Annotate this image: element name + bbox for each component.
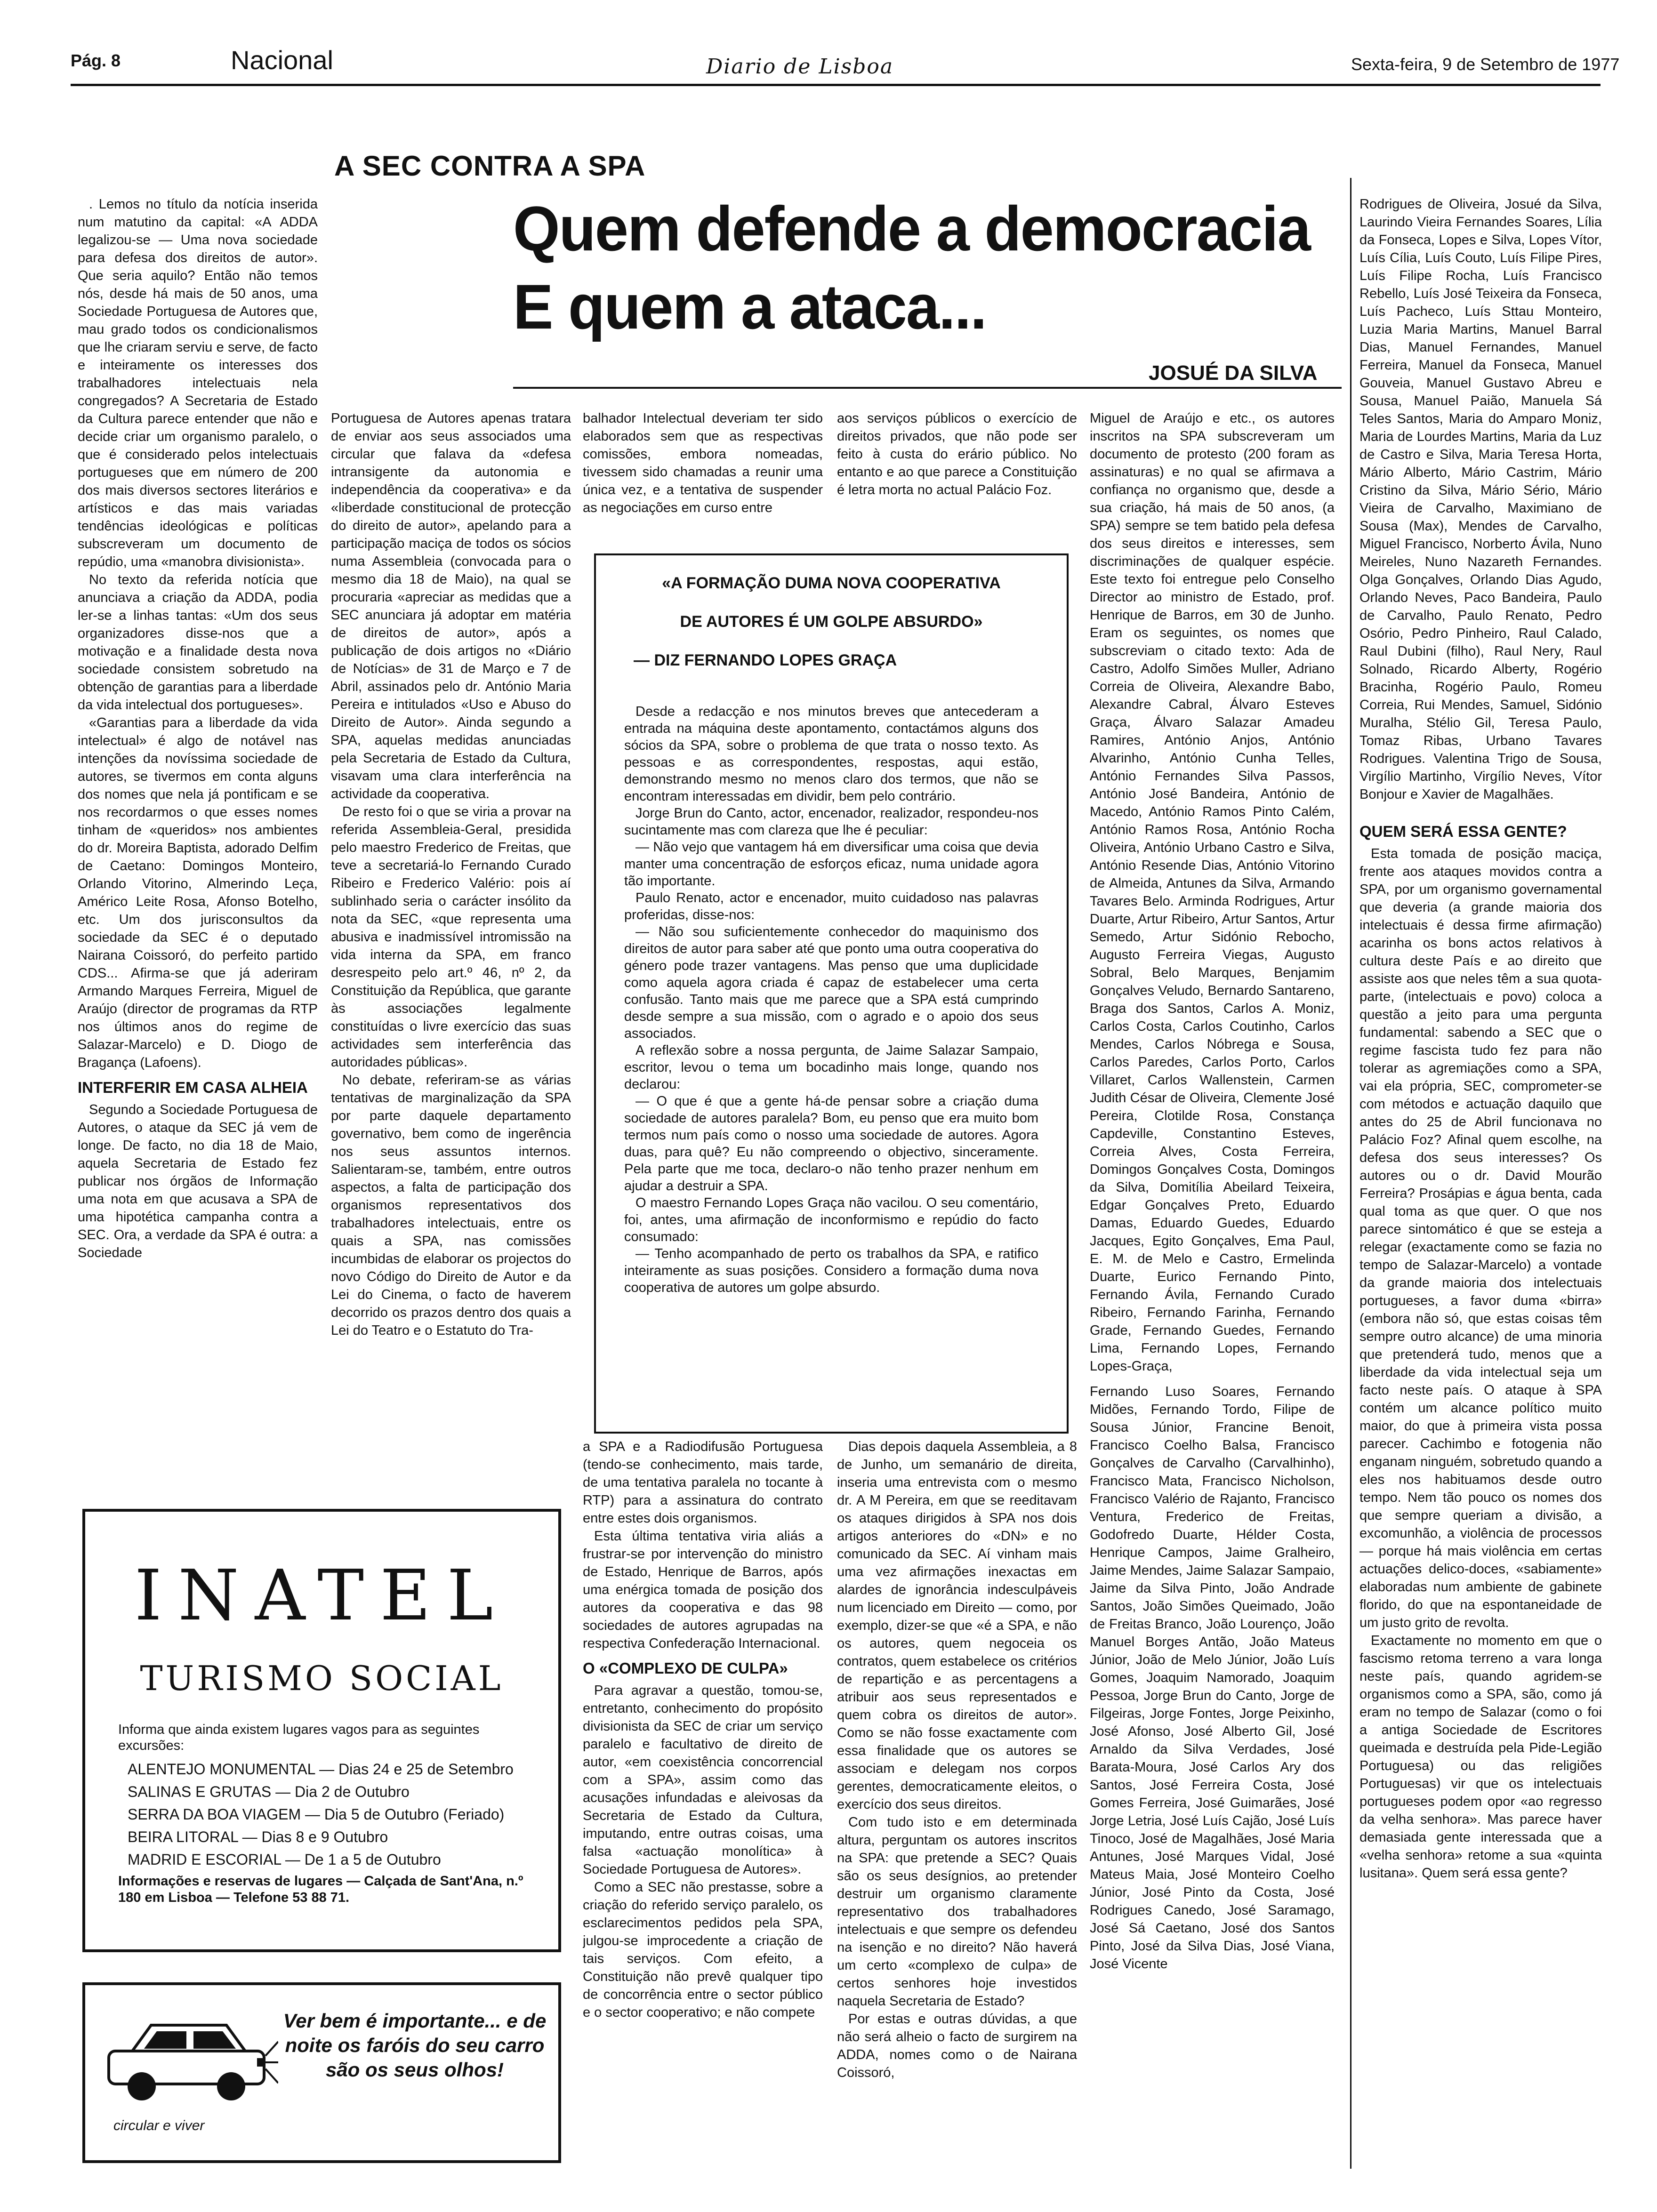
issue-date: Sexta-feira, 9 de Setembro de 1977 [1351, 55, 1620, 74]
col4-paragraph: Por estas e outras dúvidas, a que não será alheio o facto de surgirem na ADDA, nomes como o de Nairana Coissoró, [837, 2012, 1077, 2080]
ad-logo-text: circular e viver [113, 2118, 205, 2133]
col3-paragraph: Como a SEC não prestasse, sobre a criação do referido serviço paralelo, os esclarecimentos pedidos pela SPA, julgou-se improcedente a criação de tais serviços. Com efeito, a Constituição não prevê qualquer tipo de concorrência entre o sector público e o sector cooperativo; e não compete [583, 1880, 823, 2020]
inatel-brand: INATEL [134, 1555, 509, 1636]
car-headlight [257, 2058, 265, 2067]
col1-paragraph: Segundo a Sociedade Portuguesa de Autores, o ataque da SEC já vem de longe. De facto, no dia 18 de Maio, aquela Secretaria de Estado fez publicar nos órgãos de Informação uma nota em que acusava a SPA de uma hipotética campanha contra a SEC. Ora, a verdade da SPA é outra: a Sociedade [78, 1102, 318, 1260]
column-3-top [583, 409, 823, 555]
inatel-advertisement [82, 1509, 561, 1952]
col3-paragraph: balhador Intelectual deveriam ter sido elaborados sem que as respectivas comissões, embora nomeadas, tivessem sido chamadas a reunir uma única vez, e a tentativa de suspender as negociações em curso entre [583, 411, 823, 515]
ad-slogan: Ver bem é importante... e de noite os faróis do seu carro são os seus olhos! [283, 2010, 547, 2081]
trip-item: SERRA DA BOA VIAGEM — Dia 5 de Outubro (Feriado) [128, 1806, 505, 1823]
col3-paragraph: Para agravar a questão, tomou-se, entretanto, conhecimento do propósito divisionista da SEC de criar um serviço paralelo e facultativo de direito de autor, «em coexistência concorrencial com a SPA», assim como das acusações infundadas e aleivosas da Secretaria de Estado da Cultura, imputando, entre outras coisas, uma falsa «actuação monolítica» à Sociedade Portuguesa de Autores». [583, 1683, 823, 1877]
box-body [624, 703, 1038, 1437]
box-paragraph: O maestro Fernando Lopes Graça não vacilou. O seu comentário, foi, antes, uma afirmação de inconformismo e repúdio do facto consumado: [624, 1195, 1038, 1244]
inatel-tagline: TURISMO SOCIAL [140, 1659, 504, 1698]
byline: JOSUÉ DA SILVA [1149, 361, 1318, 385]
subheading-quem-sera: QUEM SERÁ ESSA GENTE? [1359, 823, 1567, 840]
page-number: Pág. 8 [71, 51, 121, 70]
byline-rule [513, 387, 1342, 389]
column-2 [331, 409, 571, 1464]
col1-paragraph: . Lemos no título da notícia inserida num matutino da capital: «A ADDA legalizou-se — Uma nova sociedade para defesa dos direitos de autor». Que seria aquilo? Então não temos nós, desde há mais de 50 anos, uma Sociedade Portuguesa de Autores que, mau grado todos os condicionalismos que lhe criaram serviu e serve, de facto e inteiramente os interesses dos trabalhadores intelectuais nela congregados? A Secretaria de Estado da Cultura parece entender que não e decide criar um organismo paralelo, o que é considerado pelos intelectuais portugueses que em número de 200 dos mais diversos sectores literários e artísticos e das mais variadas tendências ideológicas e políticas subscreveram um documento de repúdio, uma «manobra divisionista». [78, 197, 318, 569]
column-6 [1359, 195, 1602, 2172]
trip-item: MADRID E ESCORIAL — De 1 a 5 de Outubro [128, 1851, 441, 1868]
box-title-2: DE AUTORES É UM GOLPE ABSURDO» [680, 613, 983, 631]
box-paragraph: — O que é que a gente há-de pensar sobre a criação duma sociedade de autores paralela? Bom, eu penso que era muito bom termos num país como o nosso uma sociedade de autores. Agora duas, para quê? Eu não compreendo o objectivo, sinceramente. Pela parte que me toca, declaro-o não tenho prazer nenhum em ajudar a destruir a SPA. [624, 1094, 1038, 1194]
col2-paragraph: Portuguesa de Autores apenas tratara de enviar aos seus associados uma circular que falava da «defesa intransigente da autonomia e independência da cooperativa» e da «liberdade constitucional de protecção do direito de autor», apelando para a participação maciça de todos os sócios numa Assembleia (convocada para o mesmo dia 18 de Maio), na qual se procuraria «apreciar as medidas que a SEC anunciara já adoptar em matéria de direitos de autor», após a publicação de dois artigos no «Diário de Notícias» de 31 de Março e 7 de Abril, assinados pelo dr. António Maria Pereira e intitulados «Uso e Abuso do Direito de Autor». Ainda segundo a SPA, aquelas medidas anunciadas pela Secretaria de Estado da Cultura, visavam uma clara interferência na actividade da cooperativa. [331, 411, 571, 801]
box-title-1: «A FORMAÇÃO DUMA NOVA COOPERATIVA [662, 574, 1001, 592]
car-illustration [99, 1999, 278, 2108]
box-title-3: — DIZ FERNANDO LOPES GRAÇA [634, 651, 897, 669]
col4-paragraph: aos serviços públicos o exercício de direitos privados, que não pode ser feito à custa do erário público. No entanto e ao que parece a Constituição é letra morta no actual Palácio Foz. [837, 411, 1077, 497]
trip-item: BEIRA LITORAL — Dias 8 e 9 Outubro [128, 1828, 388, 1845]
col1-paragraph: No texto da referida notícia que anunciava a criação da ADDA, podia ler-se a linhas tantas: «Um dos seus organizadores disse-nos que a motivação e a finalidade desta nova sociedade consistem sobretudo na obtenção de garantias para a liberdade da vida intelectual dos portugueses». [78, 572, 318, 713]
inatel-contact-info: Informações e reservas de lugares — Calçada de Sant'Ana, n.º 180 em Lisboa — Telefone 53 88 71. [118, 1874, 523, 1905]
col4-paragraph: Dias depois daquela Assembleia, a 8 de Junho, um semanário de direita, inseria uma entrevista com o mesmo dr. A M Pereira, em que se reeditavam os ataques dirigidos à SPA nos dois artigos anteriores do «DN» e no comunicado da SEC. Aí vinham mais uma vez afirmações inexactas em alardes de ignorância indesculpáveis num licenciado em Direito — como, por exemplo, dizer-se que «é a SPA, e não os autores, quem negoceia os contratos, quem estabelece os critérios de repartição e as percentagens a atribuir aos seus representados e quem cobra os direitos de autor». Como se não fosse exactamente com essa finalidade que os autores se associam e delegam nos corpos gerentes, democraticamente eleitos, o exercício dos seus direitos. [837, 1439, 1077, 1812]
box-paragraph: A reflexão sobre a nossa pergunta, de Jaime Salazar Sampaio, escritor, levou o tema um bocadinho mais longe, quando nos declarou: [624, 1043, 1038, 1092]
col3-paragraph: Esta última tentativa viria aliás a frustrar-se por intervenção do ministro de Estado, Henrique de Barros, após uma enérgica tomada de posição dos autores da cooperativa e das 98 sociedades de autores agrupadas na respectiva Confederação Internacional. [583, 1529, 823, 1651]
column-5 [1090, 409, 1335, 2172]
subheading-interferir: INTERFERIR EM CASA ALHEIA [78, 1079, 308, 1096]
col4-paragraph: Com tudo isto e em determinada altura, perguntam os autores inscritos na SPA: que pretende a SEC? Quais são os seus desígnios, ao pretender destruir um organismo claramente representativo dos trabalhadores intelectuais e que sempre os defendeu na isenção e no direito? Não haverá um certo «complexo de culpa» de certos senhores hoje investidos naquela Secretaria de Estado? [837, 1815, 1077, 2009]
light-beam [265, 2042, 278, 2083]
box-paragraph: Jorge Brun do Canto, actor, encenador, realizador, respondeu-nos sucintamente mas com clareza que lhe é peculiar: [624, 806, 1038, 838]
box-paragraph: — Não sou suficientemente conhecedor do maquinismo dos direitos de autor para saber até que ponto uma outra cooperativa do género pode trazer vantagens. Mas penso que uma duplicidade como aquela agora criada é capaz de estabelecer uma certa confusão. Tanto mais que me parece que a SPA está cumprindo desde sempre a sua missão, com o agrado e o apoio dos seus associados. [624, 924, 1038, 1041]
headline-line-2: E quem a ataca... [513, 272, 986, 343]
col6-paragraph: Rodrigues de Oliveira, Josué da Silva, Laurindo Vieira Fernandes Soares, Lília da Fonseca, Lopes e Silva, Lopes Vítor, Luís Cília, Luís Couto, Luís Filipe Pires, Luís Filipe Rocha, Luís Francisco Rebello, Luís José Teixeira da Fonseca, Luís Pacheco, Luís Sttau Monteiro, Luzia Maria Martins, Manuel Barral Dias, Manuel Fernandes, Manuel Ferreira, Manuel da Fonseca, Manuel Gouveia, Manuel Gustavo Abreu e Sousa, Manuel Paião, Manuela Sá Teles Santos, Maria do Amparo Moniz, Maria de Lourdes Martins, Maria da Luz de Castro e Silva, Maria Teresa Horta, Mário Alberto, Mário Castrim, Mário Cristino da Silva, Mário Sério, Mário Vieira de Carvalho, Maximiano de Sousa (Max), Mendes de Carvalho, Miguel Francisco, Norberto Ávila, Nuno Meireles, Nuno Nazareth Fernandes. Olga Gonçalves, Orlando Dias Agudo, Orlando Neves, Paco Bandeira, Paulo de Carvalho, Paulo Renato, Pedro Osório, Pedro Pinheiro, Raul Calado, Raul Dubini (filho), Raul Nery, Raul Solnado, Ricardo Alberty, Rogério Bracinha, Rogério Paulo, Romeu Correia, Rui Mendes, Samuel, Sidónio Muralha, Stélio Gil, Teresa Paulo, Tomaz Ribas, Urbano Tavares Rodrigues. Valentina Trigo de Sousa, Virgílio Martinho, Virgílio Neves, Vítor Bonjour e Xavier de Magalhães. [1359, 197, 1602, 802]
trip-item: ALENTEJO MONUMENTAL — Dias 24 e 25 de Setembro [128, 1761, 514, 1778]
col5-paragraph: Miguel de Araújo e etc., os autores inscritos na SPA subscreveram um documento de protesto (200 foram as assinaturas) e no qual se afirmava a confiança no organismo que, desde a sua criação, há mais de 50 anos, (a SPA) sempre se tem batido pela defesa dos seus direitos e interesses, sem discriminações de qualquer espécie. Este texto foi entregue pelo Conselho Director ao ministro de Estado, prof. Henrique de Barros, em 30 de Junho. Eram os seguintes, os nomes que subscreviam o citado texto: Ada de Castro, Adolfo Simões Muller, Adriano Correia de Oliveira, Alexandre Babo, Alexandre Cabral, Álvaro Esteves Graça, Álvaro Salazar Amadeu Ramires, António Anjos, António Alvarinho, António Cunha Telles, António Fernandes Silva Passos, António José Bandeira, António de Macedo, António Ramos Pinto Calém, António Ramos Rosa, António Rocha Oliveira, António Urbano Castro e Silva, António Resende Dias, António Vitorino de Almeida, Antunes da Silva, Armando Tavares Belo. Arminda Rodrigues, Artur Duarte, Artur Ribeiro, Artur Santos, Artur Semedo, Artur Sidónio Rebocho, Augusto Ferreira Viegas, Augusto Sobral, Belo Marques, Benjamim Gonçalves Veludo, Bernardo Santareno, Braga dos Santos, Carlos A. Moniz, Carlos Costa, Carlos Coutinho, Carlos Mendes, Carlos Nóbrega e Sousa, Carlos Paredes, Carlos Porto, Carlos Villaret, Carlos Wallenstein, Carmen Judith César de Oliveira, Clemente José Pereira, Clotilde Rosa, Constança Capdeville, Constantino Esteves, Correia Alves, Costa Ferreira, Domingos Gonçalves Costa, Domingos da Silva, Domitília Abeilard Teixeira, Edgar Gonçalves Preto, Eduardo Damas, Eduardo Guedes, Eduardo Jacques, Egito Gonçalves, Ema Paul, E. M. de Melo e Castro, Ermelinda Duarte, Eurico Fernando Pinto, Fernando Ávila, Fernando Curado Ribeiro, Fernando Farinha, Fernando Grade, Fernando Guedes, Fernando Lima, Fernando Lopes, Fernando Lopes-Graça, [1090, 411, 1335, 1374]
col2-paragraph: No debate, referiram-se as várias tentativas de marginalização da SPA por parte daquele departamento governativo, bem como de ingerência nos seus assuntos internos. Salientaram-se, também, entre outros aspectos, a falta de participação dos organismos representativos dos trabalhadores intelectuais, entre os quais a SPA, nas comissões incumbidas de elaborar os projectos do novo Código do Direito de Autor e da Lei do Cinema, o facto de haverem decorrido os prazos dentro dos quais a Lei do Teatro e o Estatuto do Tra- [331, 1073, 571, 1338]
section-title: Nacional [231, 45, 333, 75]
box-paragraph: — Tenho acompanhado de perto os trabalhos da SPA, e ratifico inteiramente as suas posições. Considero a formação duma nova cooperativa de autores um golpe absurdo. [624, 1246, 1038, 1295]
box-paragraph: Paulo Renato, actor e encenador, muito cuidadoso nas palavras proferidas, disse-nos: [624, 890, 1038, 922]
col3-paragraph: a SPA e a Radiodifusão Portuguesa (tendo-se conhecimento, mais tarde, de uma tentativa paralela no tocante à RTP) para a assinatura do contrato entre estes dois organismos. [583, 1439, 823, 1526]
road-safety-advertisement [82, 1982, 561, 2163]
headline-line-1: Quem defende a democracia [513, 193, 1310, 264]
column-3-bottom [583, 1438, 823, 2172]
col1-paragraph: «Garantias para a liberdade da vida intelectual» é algo de notável nas intenções da novíssima sociedade de autores, se tivermos em conta alguns dos nomes que nela já pontificam e se nos recordarmos o que esses nomes tinham de «queridos» nos ambientes do dr. Moreira Baptista, adorado Delfim de Caetano: Domingos Monteiro, Orlando Vitorino, Almerindo Leça, Américo Leite Rosa, Afonso Botelho, etc. Um dos jurisconsultos da sociedade da SEC é o deputado Nairana Coissoró, do perfeito partido CDS... Afirma-se que já aderiram Armando Marques Ferreira, Miguel de Araújo (director de programas da RTP nos últimos anos do regime de Salazar-Marcelo) e D. Diogo de Bragança (Lafoens). [78, 715, 318, 1070]
column-4-bottom [837, 1438, 1077, 2172]
col6-paragraph: Exactamente no momento em que o fascismo retoma terreno a vara longa neste país, quando agridem-se organismos como a SPA, são, como já eram no tempo de Salazar (como o foi a antiga Sociedade de Escritores queimada e destruída pela Pide-Legião Portuguesa) ou das religiões Portuguesas) vir que os intelectuais portugueses podem opor «ao regresso da velha senhora». Mas parece haver demasiada gente interessada que a «velha senhora» retome a sua «quinta lusitana». Quem será essa gente? [1359, 1633, 1602, 1881]
column-4-top [837, 409, 1077, 555]
trip-item: SALINAS E GRUTAS — Dia 2 de Outubro [128, 1783, 410, 1800]
article-kicker: A SEC CONTRA A SPA [334, 150, 646, 182]
car-wheel [128, 2072, 156, 2100]
header-rule [71, 84, 1601, 86]
column-divider [1350, 178, 1351, 2169]
col2-paragraph: De resto foi o que se viria a provar na referida Assembleia-Geral, presidida pelo maestro Frederico de Freitas, que teve a secretariá-lo Fernando Curado Ribeiro e Frederico Valério: pois aí sublinhado seria o carácter insólito da nota da SEC, «que representa uma abusiva e inadmissível intromissão na vida interna da SPA, em franco desrespeito pelo art.º 46, nº 2, da Constituição da República, que garante às associações legalmente constituídas o livre exercício das suas actividades sem interferência das autoridades públicas». [331, 804, 571, 1070]
inatel-intro: Informa que ainda existem lugares vagos para as seguintes excursões: [118, 1722, 480, 1753]
newspaper-name: Diario de Lisboa [706, 55, 894, 79]
quote-box [594, 553, 1069, 1434]
box-paragraph: Desde a redacção e nos minutos breves que antecederam a entrada na máquina deste apontamento, contactámos alguns dos sócios da SPA, sobre o problema de que trata o nosso texto. As pessoas e as correspondentes, respostas, aqui estão, demonstrando mesmo no menos claro dos termos, que não se encontram interessadas em dividir, bem pelo contrário. [624, 704, 1038, 804]
col6-paragraph: Esta tomada de posição maciça, frente aos ataques movidos contra a SPA, por um organismo governamental que deveria (a grande maioria dos intelectuais é dessa firme afirmação) acarinha os bons actos relativos à cultura deste País e ao direito que assiste aos que neles têm a sua quota-parte, (intelectuais e povo) coloca a questão a jeito para uma pergunta fundamental: sabendo a SEC que o regime fascista tudo fez para não tolerar as agremiações como a SPA, vai ela própria, SEC, comprometer-se com métodos e actuação daquilo que antes do 25 de Abril funcionava no Palácio Foz? Afinal quem escolhe, na defesa dos seus interesses? Os autores ou o dr. David Mourão Ferreira? Prosápias e água benta, cada qual toma as que quer. O que nos parece sintomático é que se esteja a relegar (exactamente como se fazia no tempo de Salazar-Marcelo) a vontade da grande maioria dos intelectuais portugueses, a favor duma «birra» (embora não só, que estas coisas têm sempre outro alcance) de uma minoria que pretenderá tudo, menos que a liberdade da vida intelectual seja um facto neste país. O ataque à SPA contém um alcance político muito maior, do que à primeira vista possa parecer. Cachimbo e fotogenia não enganam ninguém, sobretudo quando a eles nos habituamos desde outro tempo. Nem tão pouco os nomes dos que sempre queriam a divisão, a excomunhão, a violência de processos — porque há mais violência em certas actuações delico-doces, «sabiamente» elaboradas num ambiente de gabinete florido, do que na espontaneidade de um justo grito de revolta. [1359, 846, 1602, 1630]
col5-paragraph: Fernando Luso Soares, Fernando Midões, Fernando Tordo, Filipe de Sousa Júnior, Francine Benoit, Francisco Coelho Balsa, Francisco Gonçalves de Carvalho (Carvalhinho), Francisco Mata, Francisco Nicholson, Francisco Valério de Rajanto, Francisco Ventura, Frederico de Freitas, Godofredo Duarte, Hélder Costa, Henrique Campos, Jaime Gralheiro, Jaime Mendes, Jaime Salazar Sampaio, Jaime da Silva Pinto, João Andrade Santos, João Simões Queimado, João de Freitas Branco, João Lourenço, João Manuel Borges Antão, João Mateus Júnior, João de Melo Júnior, João Luís Gomes, Joaquim Namorado, Joaquim Pessoa, Jorge Brun do Canto, Jorge de Filgeiras, Jorge Fontes, Jorge Peixinho, José Afonso, José Alberto Gil, José Arnaldo da Silva Verdades, José Barata-Moura, José Carlos Ary dos Santos, José Ferreira Costa, José Gomes Ferreira, José Guimarães, José Jorge Letria, José Luís Cajão, José Luís Tinoco, José de Magalhães, José Maria Antunes, José Marques Vidal, José Mateus Maia, José Monteiro Coelho Júnior, José Pinto da Costa, José Rodrigues Canedo, José Saramago, José Sá Caetano, José dos Santos Pinto, José da Silva Dias, José Viana, José Vicente [1090, 1384, 1335, 1972]
subheading-complexo: O «COMPLEXO DE CULPA» [583, 1659, 788, 1677]
box-paragraph: — Não vejo que vantagem há em diversificar uma coisa que devia manter uma concentração de esforços eficaz, numa unidade agora tão importante. [624, 840, 1038, 889]
column-1 [78, 195, 318, 1473]
car-wheel [217, 2072, 245, 2100]
